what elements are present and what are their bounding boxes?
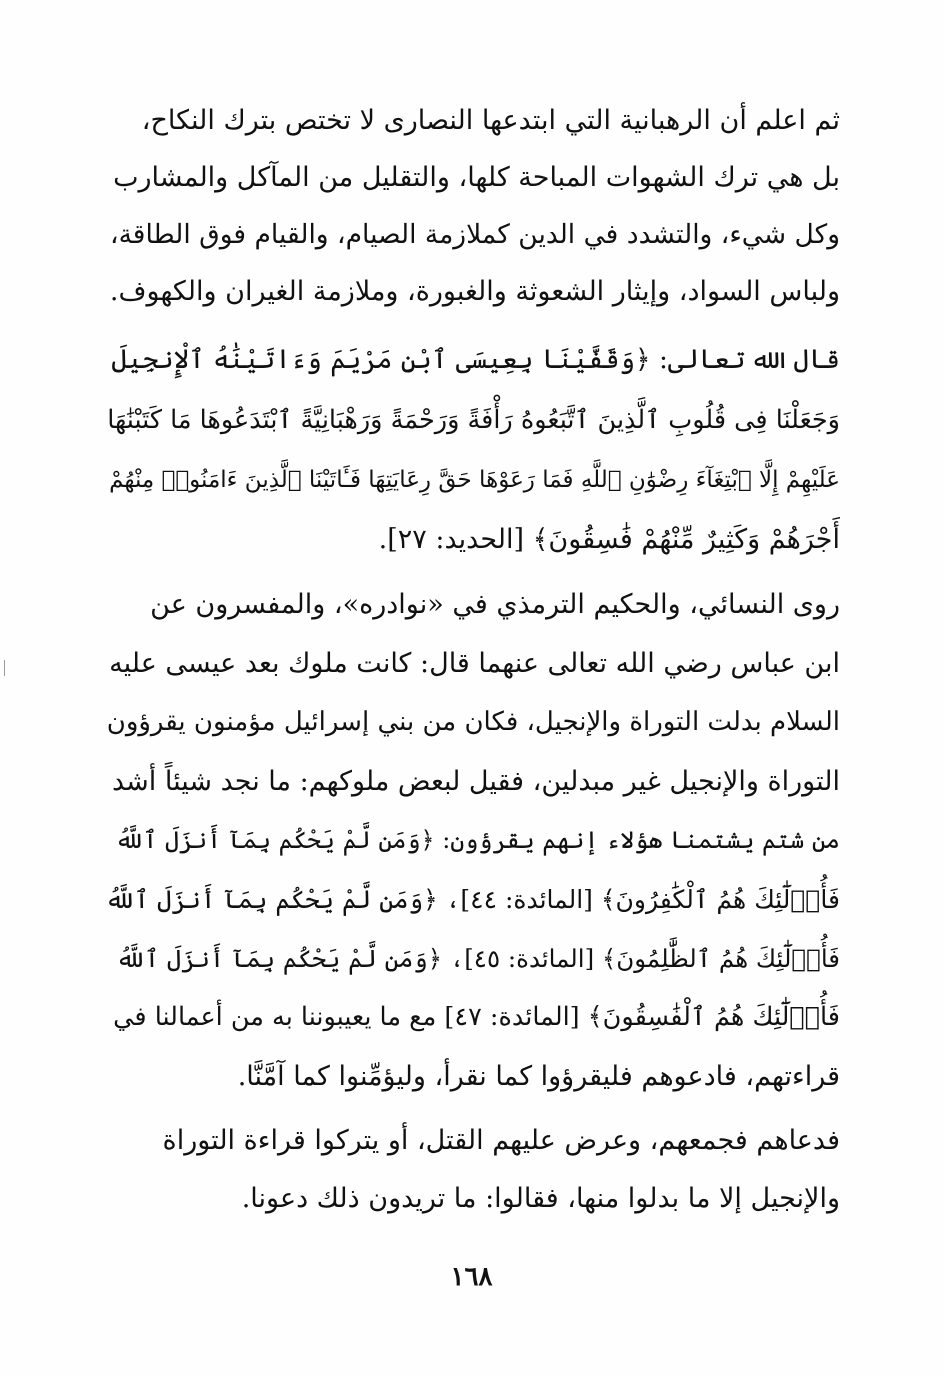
text-line: التوراة والإنجيل غير مبدلين، فقيل لبعض ملوكهم: ما نجد شيئاً أشد [112,766,840,797]
page-number: ١٦٨ [450,1262,493,1292]
text-line: ولباس السواد، وإيثار الشعوثة والغبورة، وملازمة الغيران والكهوف. [109,276,840,307]
text-line: بل هي ترك الشهوات المباحة كلها، والتقليل من المآكل والمشارب [113,162,840,193]
paragraph-quran-hadid-verse [103,330,840,570]
text-line: وَجَعَلْنَا فِى قُلُوبِ ٱلَّذِينَ ٱتَّبَعُوهُ رَأْفَةً وَرَحْمَةً وَرَهْبَانِيَّةً ٱبْتَدَعُوهَا مَا كَتَبْنَٰهَا [107,405,840,435]
paragraph-monasticism-definition [103,92,840,320]
text-line: من شتم يشتمنا هؤلاء إنهم يقرؤون: ﴿وَمَن لَّمْ يَحْكُم بِمَآ أَنزَلَ ٱللَّهُ [115,826,840,854]
text-line: فَأُو۟لَٰٓئِكَ هُمُ ٱلْفَٰسِقُونَ﴾ [المائدة: ٤٧] مع ما يعيبوننا به من أعمالنا في [113,1002,840,1032]
text-line: ثم اعلم أن الرهبانية التي ابتدعها النصارى لا تختص بترك النكاح، [141,105,840,136]
text-line: ابن عباس رضي الله تعالى عنهما قال: كانت ملوك بعد عيسى عليه [109,648,840,679]
text-line: فدعاهم فجمعهم، وعرض عليهم القتل، أو يتركوا قراءة التوراة [162,1125,840,1156]
paragraph-ibn-abbas-narration [103,575,840,1106]
text-line: قراءتهم، فادعوهم فليقرؤوا كما نقرأ، وليؤمِّنوا كما آمَّنَّا. [237,1061,840,1092]
paragraph-gathering [103,1112,840,1228]
text-line: وكل شيء، والتشدد في الدين كملازمة الصيام، والقيام فوق الطاقة، [110,219,840,250]
text-line: فَأُو۟لَٰٓئِكَ هُمُ ٱلْكَٰفِرُونَ﴾ [المائدة: ٤٤]، ﴿وَمَن لَّمْ يَحْكُم بِمَآ أَنزَلَ ٱللَّهُ [105,885,840,914]
text-line: قال الله تعالى: ﴿وَقَفَّيْنَا بِعِيسَى ٱبْنِ مَرْيَمَ وَءَاتَيْنَٰهُ ٱلْإِنجِيلَ [111,344,840,375]
text-line: أَجْرَهُمْ وَكَثِيرٌ مِّنْهُمْ فَٰسِقُونَ﴾ [الحديد: ٢٧]. [378,524,840,555]
text-line: روى النسائي، والحكيم الترمذي في «نوادره»، والمفسرون عن [150,589,840,620]
text-line: والإنجيل إلا ما بدلوا منها، فقالوا: ما تريدون ذلك دعونا. [241,1183,840,1214]
text-line: عَلَيْهِمْ إِلَّا ٱبْتِغَآءَ رِضْوَٰنِ ٱللَّهِ فَمَا رَعَوْهَا حَقَّ رِعَايَتِهَا فَـَٔاتَيْنَا ٱلَّذِينَ ءَامَنُوا۟ مِنْهُمْ [109,467,840,493]
text-line: السلام بدلت التوراة والإنجيل، فكان من بني إسرائيل مؤمنون يقرؤون [106,707,840,737]
margin-mark [4,660,8,676]
text-line: فَأُو۟لَٰٓئِكَ هُمُ ٱلظَّٰلِمُونَ﴾ [المائدة: ٤٥]، ﴿وَمَن لَّمْ يَحْكُم بِمَآ أَنزَلَ ٱللَّهُ [116,944,840,973]
